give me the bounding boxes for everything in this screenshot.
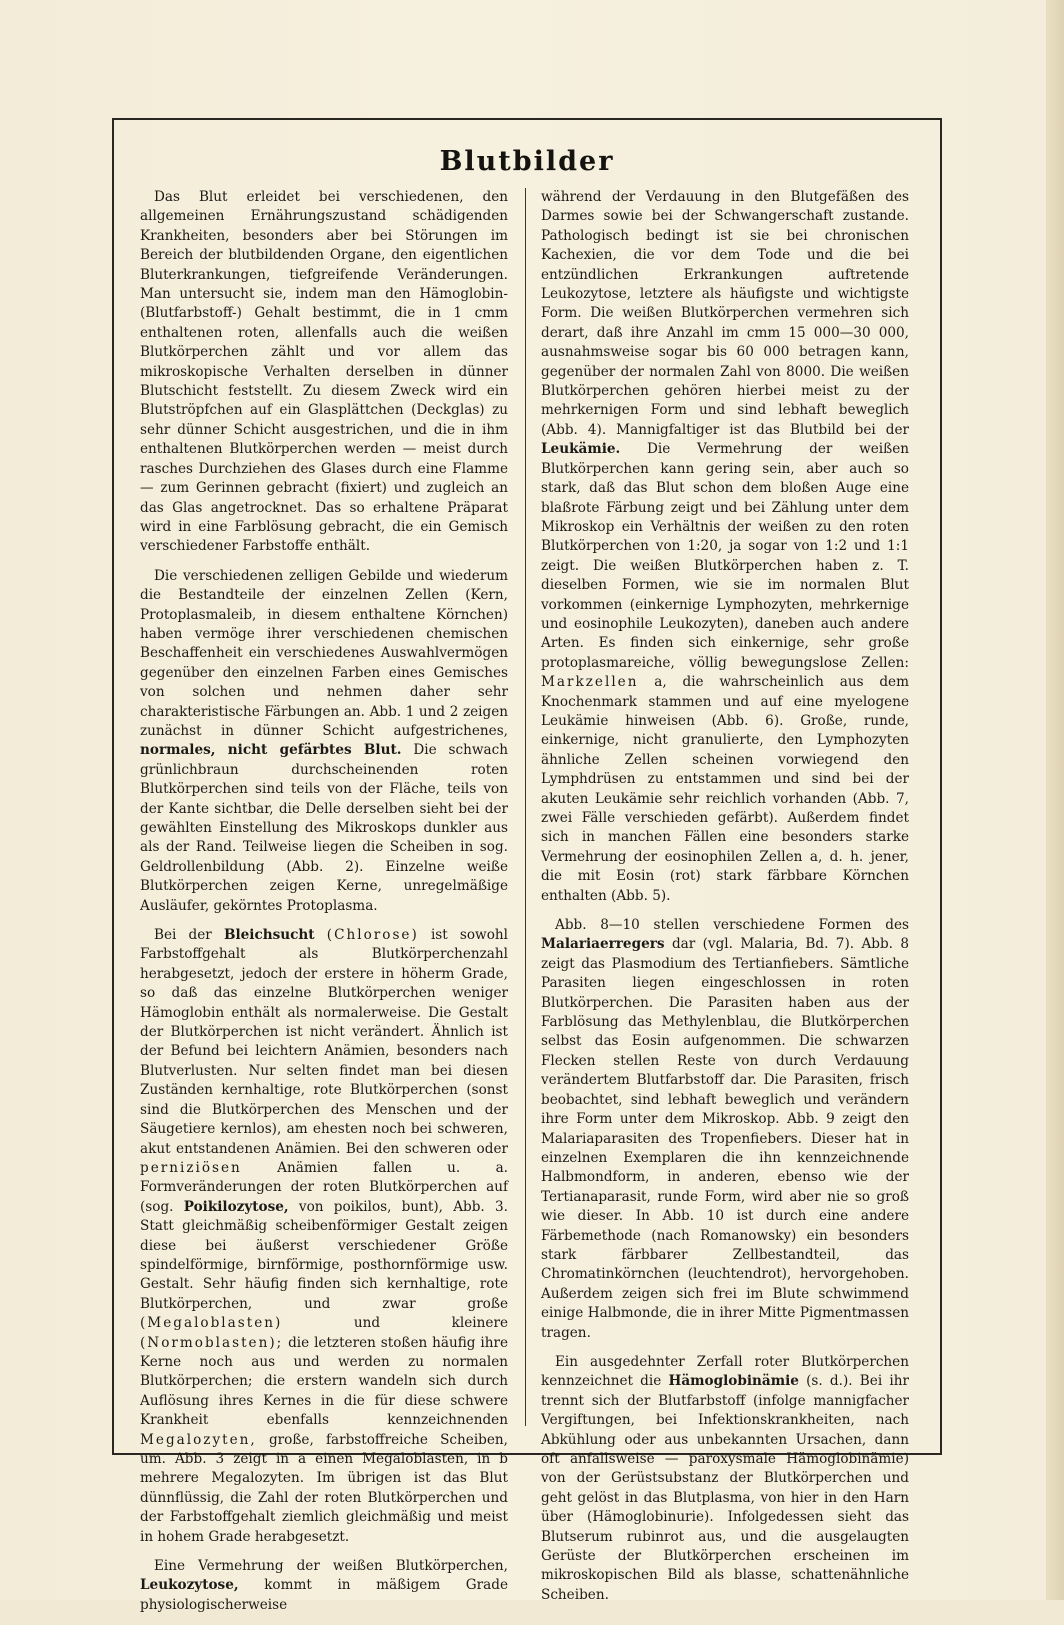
emphasis-term: Leukämie. — [541, 441, 621, 458]
paragraph-text: Bei der — [154, 927, 212, 944]
paragraph-text: a, die wahrscheinlich aus dem Knochenmark stammen und auf eine myelogene Leukämie hinweisen (Abb. 6). Große, runde, einkernige, nicht granulierte, den Lymphozyten ähnliche Zellen scheinen vorwiegend den Lymphdrüsen zu entstammen und sind bei der akuten Leukämie sehr reichlich vorhanden (Abb. 7, zwei Fälle verschieden gefärbt). Außerdem findet sich in manchen Fällen eine besonders starke Vermehrung der eosinophilen Zellen a, d. h. jener, die mit Eosin (rot) stark färbbare Körnchen enthalten (Abb. 5). — [541, 674, 909, 904]
spaced-term: (Megaloblasten) — [140, 1315, 283, 1332]
left-column — [140, 188, 508, 1625]
spaced-term: Markzellen — [541, 674, 639, 691]
paragraph-text: Die Vermehrung der weißen Blutkörperchen kann gering sein, aber auch so stark, daß das Blut schon dem bloßen Auge eine blaßrote Färbung zeigt und bei Zählung unter dem Mikroskop ein Verhältnis der weißen zu den roten Blutkörperchen von 1:20, ja sogar von 1:2 und 1:1 zeigt. Die weißen Blutkörperchen haben z. T. dieselben Formen, wie sie im normalen Blut vorkommen (einkernige Lymphozyten, mehrkernige und eosinophile Leukozyten), daneben auch andere Arten. Es finden sich einkernige, sehr große protoplasmareiche, völlig bewegungslose Zellen: — [541, 441, 909, 671]
paragraph-text: von poikilos, bunt), Abb. 3. Statt gleichmäßig scheibenförmiger Gestalt zeigen diese bei äußerst verschiedener Größe spindelförmige, birnförmige, posthornförmige usw. Gestalt. Sehr häufig finden sich kernhaltige, rote Blutkörperchen, und zwar große — [140, 1198, 508, 1312]
emphasis-term: Hämoglobinämie — [668, 1373, 799, 1390]
emphasis-term: normales, nicht gefärbtes Blut. — [140, 742, 402, 759]
paragraph-4 — [140, 1557, 508, 1615]
paragraph-5 — [541, 188, 909, 906]
page-title: Blutbilder — [439, 146, 615, 177]
paragraph-text: Anämien fallen u. a. Formveränderungen der roten Blutkörperchen auf (sog. — [140, 1159, 509, 1215]
column-divider — [525, 188, 526, 1426]
spaced-term: (Normoblasten); — [140, 1334, 284, 1351]
paragraph-6 — [541, 916, 909, 1343]
spaced-term: perniziösen — [140, 1159, 242, 1176]
right-column — [541, 188, 909, 1615]
paragraph-text: Eine Vermehrung der weißen Blutkörperchen, — [154, 1558, 508, 1575]
paragraph-text: und kleinere — [353, 1315, 508, 1332]
emphasis-term: Malariaerregers — [541, 936, 665, 953]
paragraph-text: große, farbstoffreiche Scheiben, um. Abb. 3 zeigt in a einen Megaloblasten, in b mehrere Megalozyten. Im übrigen ist das Blut dünnflüssig, die Zahl der roten Blutkörperchen und der Farbstoffgehalt ziemlich gleichmäßig und meist in hohem Grade herabgesetzt. — [140, 1431, 508, 1545]
paragraph-text: Die verschiedenen zelligen Gebilde und wiederum die Bestandteile der einzelnen Zellen (Kern, Protoplasmaleib, in diesem enthaltene Körnchen) haben vermöge ihrer verschiedenen chemischen Beschaffenheit ein verschiedenes Auswahlvermögen gegenüber den einzelnen Farben eines Gemisches von solchen und nehmen daher sehr charakteristische Färbungen an. Abb. 1 und 2 zeigen zunächst in dünner Schicht aufgestrichenes, — [140, 567, 508, 739]
paragraph-text: Abb. 8—10 stellen verschiedene Formen des — [555, 917, 909, 934]
paragraph-2 — [140, 567, 508, 916]
paragraph-text: Ein ausgedehnter Zerfall roter Blutkörperchen kennzeichnet die — [541, 1353, 909, 1390]
spaced-term: (Chlorose) — [326, 927, 419, 944]
paragraph-text: dar (vgl. Malaria, Bd. 7). Abb. 8 zeigt das Plasmodium des Tertianfiebers. Sämtliche Parasiten liegen eingeschlossen in roten Blutkörperchen. Die Parasiten haben aus der Farblösung das Methylenblau, die Blutkörperchen selbst das Eosin aufgenommen. Die schwarzen Flecken stellen Reste von durch Verdauung verändertem Blutfarbstoff dar. Die Parasiten, frisch beobachtet, sind lebhaft beweglich und verändern ihre Form unter dem Mikroskop. Abb. 9 zeigt den Malariaparasiten des Tropenfiebers. Dieser hat in einzelnen Exemplaren die ihn kennzeichnende Halbmondform, in anderen, ebenso wie der Tertianaparasit, runde Form, wird aber nie so groß wie dieser. In Abb. 10 ist durch eine andere Färbemethode (nach Romanowsky) ein besonders stark färbbarer Zellbestandteil, das Chromatinkörnchen (leuchtendrot), hervorgehoben. Außerdem zeigen sich frei im Blute schwimmend einige Halbmonde, die in ihrer Mitte Pigmentmassen tragen. — [541, 936, 909, 1341]
paragraph-text: während der Verdauung in den Blutgefäßen des Darmes sowie bei der Schwangerschaft zustande. Pathologisch bedingt ist sie bei chronischen Kachexien, die vor dem Tode und die bei entzündlichen Erkrankungen auftretende Leukozytose, letztere als häufigste und wichtigste Form. Die weißen Blutkörperchen vermehren sich derart, daß ihre Anzahl im cmm 15 000—30 000, ausnahmsweise sogar bis 60 000 betragen kann, gegenüber der normalen Zahl von 8000. Die weißen Blutkörperchen gehören hierbei meist zu der mehrkernigen Form und sind lebhaft beweglich (Abb. 4). Mannigfaltiger ist das Blutbild bei der — [541, 189, 909, 438]
paragraph-text: Das Blut erleidet bei verschiedenen, den allgemeinen Ernährungszustand schädigenden Krankheiten, besonders aber bei Störungen im Bereich der blutbildenden Organe, den eigentlichen Bluterkrankungen, tiefgreifende Veränderungen. Man untersucht sie, indem man den Hämoglobin- (Blutfarbstoff-) Gehalt bestimmt, die in 1 cmm enthaltenen roten, allenfalls auch die weißen Blutkörperchen zählt und vor allem das mikroskopische Verhalten derselben in dünner Blutschicht feststellt. Zu diesem Zweck wird ein Blutströpfchen auf ein Glasplättchen (Deckglas) zu sehr dünner Schicht ausgestrichen, und die in ihm enthaltenen Blutkörperchen werden — meist durch rasches Durchziehen des Glases durch eine Flamme — zum Gerinnen gebracht (fixiert) und zugleich an das Glas angetrocknet. Das so erhaltene Präparat wird in eine Farblösung gebracht, die ein Gemisch verschiedener Farbstoffe enthält. — [140, 189, 508, 555]
spaced-term: Megalozyten, — [140, 1431, 257, 1448]
emphasis-term: Bleichsucht — [223, 927, 315, 944]
paragraph-text: Die schwach grünlichbraun durchscheinenden roten Blutkörperchen sind teils von der Fläche, teils von der Kante sichtbar, die Delle derselben sieht bei der gewählten Einstellung des Mikroskops dunkler aus als der Rand. Teilweise liegen die Scheiben in sog. Geldrollenbildung (Abb. 2). Einzelne weiße Blutkörperchen zeigen Kerne, unregelmäßige Ausläufer, gekörntes Protoplasma. — [140, 742, 508, 914]
paragraph-3 — [140, 926, 508, 1547]
paper-edge — [1046, 0, 1064, 1600]
emphasis-term: Poikilozytose, — [183, 1198, 289, 1215]
paragraph-text: die letzteren stoßen häufig ihre Kerne noch aus und werden zu normalen Blutkörperchen; die erstern wandeln sich durch Auflösung ihres Kernes in die für diese schwere Krankheit ebenfalls kennzeichnenden — [140, 1334, 509, 1429]
paragraph-1 — [140, 188, 508, 557]
emphasis-term: Leukozytose, — [140, 1577, 239, 1594]
paragraph-7 — [541, 1353, 909, 1605]
paragraph-text: ist sowohl Farbstoffgehalt als Blutkörperchenzahl herabgesetzt, jedoch der erstere in höherm Grade, so daß das einzelne Blutkörperchen weniger Hämoglobin enthält als normalerweise. Die Gestalt der Blutkörperchen ist nicht verändert. Ähnlich ist der Befund bei leichtern Anämien, besonders nach Blutverlusten. Nur selten findet man bei diesen Zuständen kernhaltige, rote Blutkörperchen (sonst sind die Blutkörperchen des Menschen und der Säugetiere kernlos), am ehesten noch bei schweren, akut entstandenen Anämien. Bei den schweren oder — [140, 927, 508, 1157]
paragraph-text: (s. d.). Bei ihr trennt sich der Blutfarbstoff (infolge mannigfacher Vergiftungen, bei Infektionskrankheiten, nach Abkühlung oder aus unbekannten Ursachen, dann oft anfallsweise — paroxysmale Hämoglobinämie) von der Gerüstsubstanz der Blutkörperchen und geht gelöst in das Blutplasma, von hier in den Harn über (Hämoglobinurie). Infolgedessen sieht das Blutserum rubinrot aus, und die ausgelaugten Gerüste der Blutkörperchen erscheinen im mikroskopischen Bild als blasse, schattenähnliche Scheiben. — [541, 1373, 909, 1603]
paragraph-text: kommt in mäßigem Grade physiologischerweise — [140, 1577, 509, 1613]
